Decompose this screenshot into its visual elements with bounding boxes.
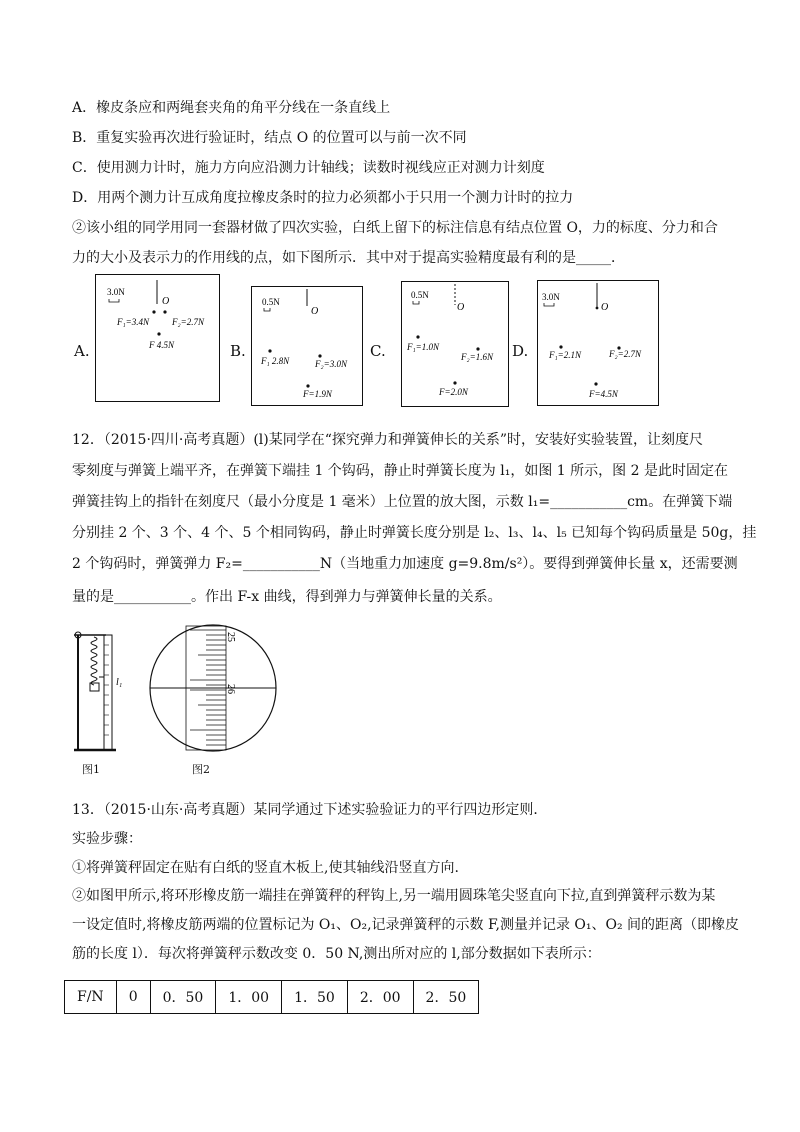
option-c: C．使用测力计时，施力方向应沿测力计轴线；读数时视线应正对测力计刻度 — [72, 160, 545, 176]
q2-line2: 力的大小及表示力的作用线的点，如下图所示．其中对于提高实验精度最有利的是_____． — [72, 250, 625, 266]
table-row — [65, 981, 479, 1014]
table-cell: 1．50 — [282, 981, 348, 1014]
panel-d-letter: D. — [512, 342, 529, 360]
panel-b-letter: B. — [230, 342, 246, 360]
panel-b-o: O — [311, 306, 319, 317]
q13-line6: 筋的长度 l）．每次将弹簧秤示数改变 0．50 N,测出所对应的 l,部分数据如下表所示： — [72, 946, 601, 962]
q12-line1: 12．（2015·四川·高考真题）(l)某同学在“探究弹力和弹簧伸长的关系”时，安装好实验装置，让刻度尺 — [72, 432, 704, 448]
q12-line6: 量的是___________。作出 F-x 曲线，得到弹力与弹簧伸长量的关系。 — [72, 589, 502, 605]
panel-b-f2: F₂=3.0N — [315, 359, 347, 369]
q13-line2: 实验步骤： — [72, 831, 142, 847]
q12-line3: 弹簧挂钩上的指针在刻度尺（最小分度是 1 毫米）上位置的放大图，示数 l₁=___________cm。在弹簧下端 — [72, 494, 733, 510]
panel-d-scale: 3.0N — [542, 292, 560, 302]
panel-c-scale: 0.5N — [411, 290, 429, 300]
panel-d-figure — [537, 280, 659, 406]
panel-d-f1: F₁=2.1N — [549, 350, 581, 360]
panel-b-f1: F₁ 2.8N — [261, 356, 290, 366]
option-b: B．重复实验再次进行验证时，结点 O 的位置可以与前一次不同 — [72, 130, 467, 146]
panel-c-letter: C. — [370, 342, 386, 360]
table-cell: 2．50 — [413, 981, 479, 1014]
panel-a-f2: F₂=2.7N — [172, 317, 204, 327]
q2-line1: ②该小组的同学用同一套器材做了四次实验，白纸上留下的标注信息有结点位置 O，力的标度、分力和合 — [72, 220, 718, 236]
panel-c-f: F=2.0N — [439, 387, 468, 397]
panel-a-f1: F₁=3.4N — [117, 317, 149, 327]
q13-line1: 13．（2015·山东·高考真题）某同学通过下述实验验证力的平行四边形定则． — [72, 802, 548, 818]
panel-c-figure — [401, 281, 509, 407]
force-table — [64, 980, 479, 1014]
figure-2-caption: 图2 — [192, 763, 210, 776]
figure-1-l1-label: l₁ — [116, 677, 123, 688]
panel-d-f2: F₂=2.7N — [609, 349, 641, 359]
table-cell: 2．00 — [347, 981, 413, 1014]
panel-c-o: O — [457, 302, 465, 313]
panel-b-f: F=1.9N — [303, 389, 332, 399]
panel-c-f1: F₁=1.0N — [407, 342, 439, 352]
q13-line5: 一设定值时,将橡皮筋两端的位置标记为 O₁、O₂,记录弹簧秤的示数 F,测量并记录 O₁、O₂ 间的距离（即橡皮 — [72, 917, 740, 933]
q12-line4: 分别挂 2 个、3 个、4 个、5 个相同钩码，静止时弹簧长度分别是 l₂、l₃、l₄、l₅ 已知每个钩码质量是 50g，挂 — [72, 525, 757, 541]
figure-2-magnified — [138, 622, 288, 757]
q12-line5: 2 个钩码时，弹簧弹力 F₂=___________N（当地重力加速度 g=9.8m/s²）。要得到弹簧伸长量 x，还需要测 — [72, 556, 738, 572]
panel-c-f2: F₂=1.6N — [461, 352, 493, 362]
figure-1-spring — [70, 625, 130, 775]
panel-d-o: O — [601, 302, 609, 313]
q12-line2: 零刻度与弹簧上端平齐，在弹簧下端挂 1 个钩码，静止时弹簧长度为 l₁，如图 1 所示，图 2 是此时固定在 — [72, 463, 728, 479]
q13-line3: ①将弹簧秤固定在贴有白纸的竖直木板上,使其轴线沿竖直方向. — [72, 860, 459, 876]
tick-26: 26 — [225, 684, 236, 694]
panel-b-figure — [251, 286, 363, 406]
q13-line4: ②如图甲所示,将环形橡皮筋一端挂在弹簧秤的秤钩上,另一端用圆珠笔尖竖直向下拉,直到弹簧秤示数为某 — [72, 888, 716, 904]
panel-b-scale: 0.5N — [262, 297, 280, 307]
table-cell: 0 — [116, 981, 150, 1014]
panel-a-letter: A. — [74, 342, 90, 360]
figure-1-caption: 图1 — [82, 763, 100, 776]
option-d: D．用两个测力计互成角度拉橡皮条时的拉力必须都小于只用一个测力计时的拉力 — [72, 190, 574, 206]
panel-d-f: F=4.5N — [589, 389, 618, 399]
table-cell: 1．00 — [216, 981, 282, 1014]
tick-25: 25 — [225, 632, 236, 642]
option-a: A．橡皮条应和两绳套夹角的角平分线在一条直线上 — [72, 100, 391, 116]
panel-a-scale: 3.0N — [107, 287, 125, 297]
panel-a-f: F 4.5N — [149, 340, 175, 350]
panel-a-o: O — [162, 296, 170, 307]
table-cell: 0．50 — [150, 981, 216, 1014]
panel-a-figure — [95, 274, 220, 402]
table-cell: F/N — [65, 981, 117, 1014]
